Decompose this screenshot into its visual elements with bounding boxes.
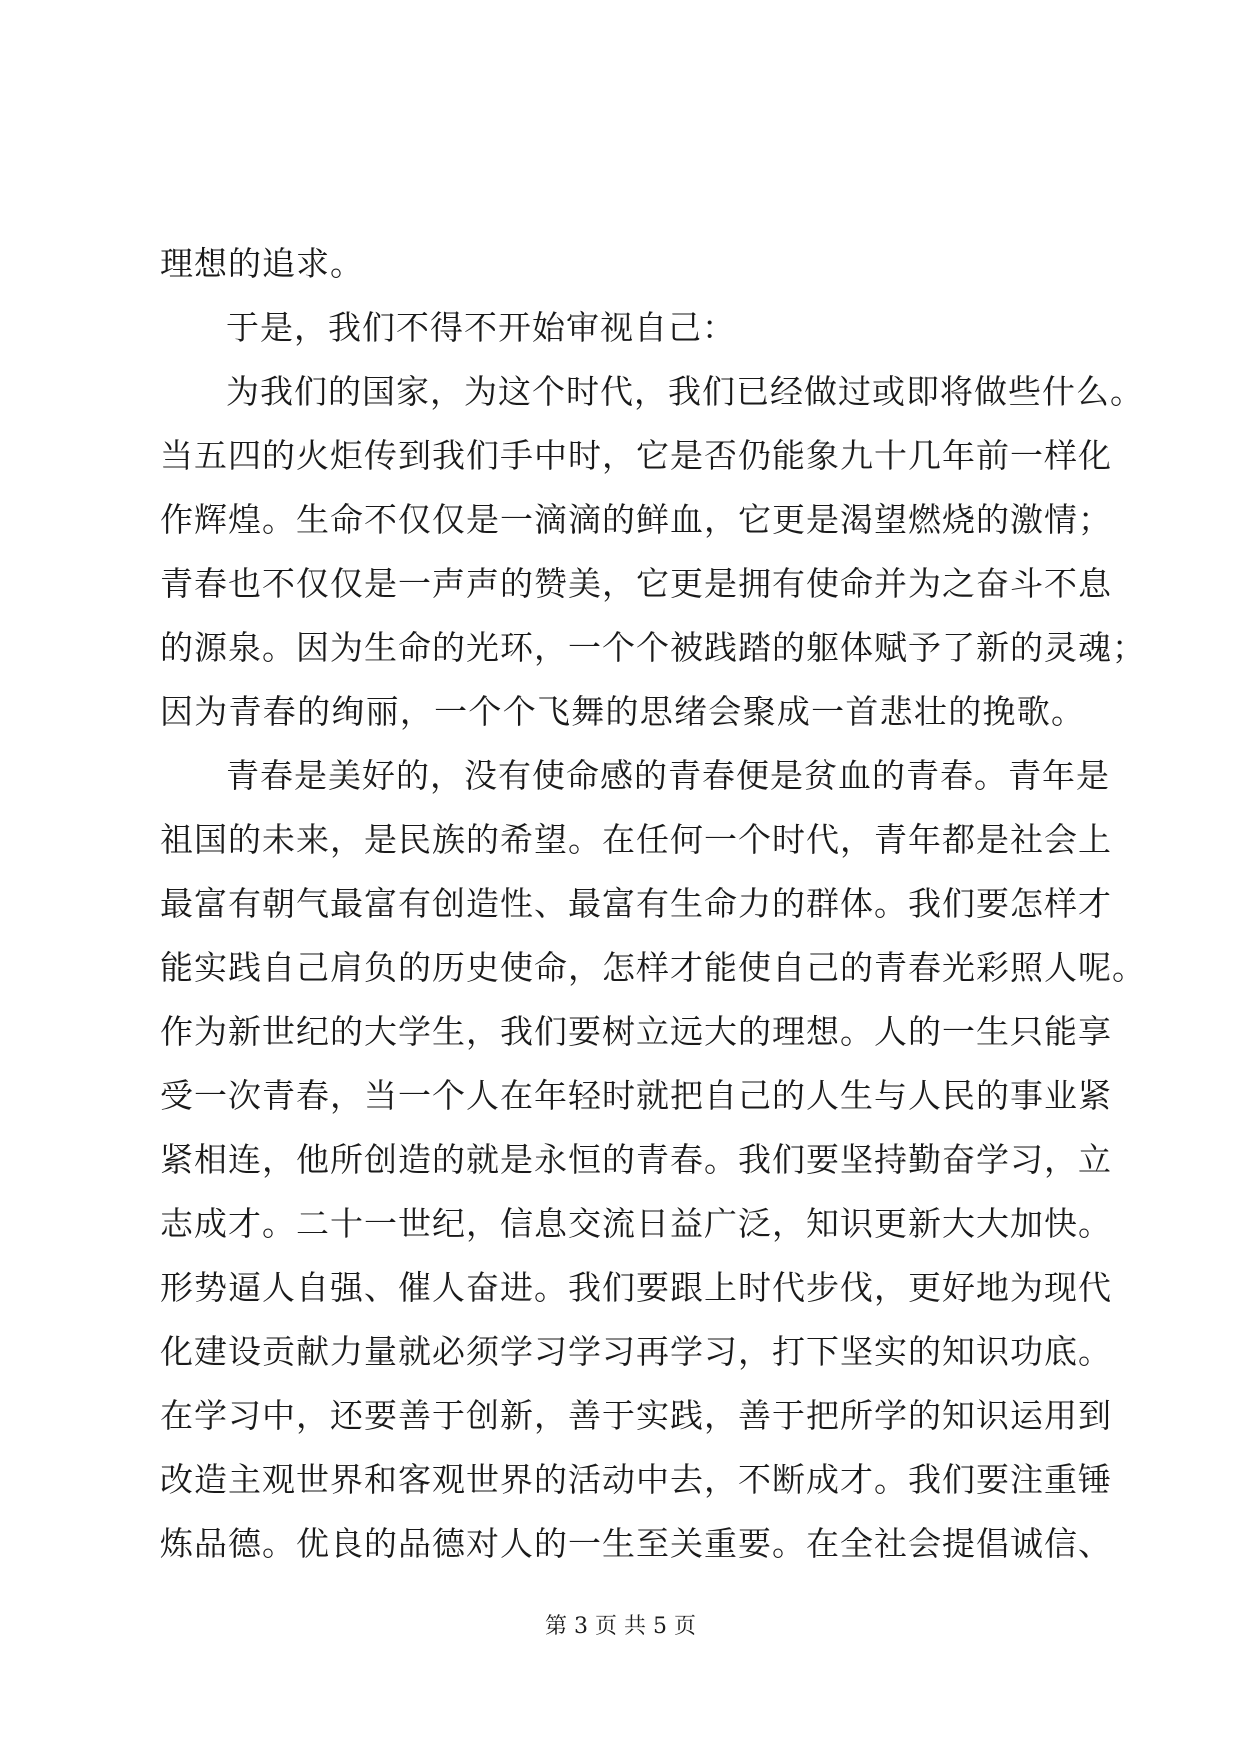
text-line: 作辉煌。生命不仅仅是一滴滴的鲜血，它更是渴望燃烧的激情； xyxy=(160,500,1112,539)
text-line: 青春也不仅仅是一声声的赞美，它更是拥有使命并为之奋斗不息 xyxy=(160,564,1112,603)
text-line: 于是，我们不得不开始审视自己： xyxy=(226,308,736,347)
page-number-label: 第 3 页 共 5 页 xyxy=(545,1614,696,1639)
text-line: 为我们的国家，为这个时代，我们已经做过或即将做些什么。 xyxy=(226,372,1144,411)
text-line: 紧相连，他所创造的就是永恒的青春。我们要坚持勤奋学习，立 xyxy=(160,1140,1112,1179)
text-line: 受一次青春，当一个人在年轻时就把自己的人生与人民的事业紧 xyxy=(160,1076,1112,1115)
text-line: 形势逼人自强、催人奋进。我们要跟上时代步伐，更好地为现代 xyxy=(160,1268,1112,1307)
text-line: 志成才。二十一世纪，信息交流日益广泛，知识更新大大加快。 xyxy=(160,1204,1112,1243)
text-line: 青春是美好的，没有使命感的青春便是贫血的青春。青年是 xyxy=(226,756,1110,795)
text-line: 理想的追求。 xyxy=(160,244,364,283)
text-line: 的源泉。因为生命的光环，一个个被践踏的躯体赋予了新的灵魂； xyxy=(160,628,1146,667)
text-line: 改造主观世界和客观世界的活动中去，不断成才。我们要注重锤 xyxy=(160,1460,1112,1499)
text-line: 最富有朝气最富有创造性、最富有生命力的群体。我们要怎样才 xyxy=(160,884,1112,923)
text-line: 因为青春的绚丽，一个个飞舞的思绪会聚成一首悲壮的挽歌。 xyxy=(160,692,1085,731)
text-line: 祖国的未来，是民族的希望。在任何一个时代，青年都是社会上 xyxy=(160,820,1112,859)
text-line: 炼品德。优良的品德对人的一生至关重要。在全社会提倡诚信、 xyxy=(160,1524,1112,1563)
page-footer xyxy=(0,1612,1241,1642)
text-line: 化建设贡献力量就必须学习学习再学习，打下坚实的知识功底。 xyxy=(160,1332,1112,1371)
text-line: 能实践自己肩负的历史使命，怎样才能使自己的青春光彩照人呢。 xyxy=(160,948,1146,987)
text-line: 在学习中，还要善于创新，善于实践，善于把所学的知识运用到 xyxy=(160,1396,1112,1435)
text-line: 当五四的火炬传到我们手中时，它是否仍能象九十几年前一样化 xyxy=(160,436,1112,475)
text-line: 作为新世纪的大学生，我们要树立远大的理想。人的一生只能享 xyxy=(160,1012,1112,1051)
body-text xyxy=(160,232,1146,1576)
